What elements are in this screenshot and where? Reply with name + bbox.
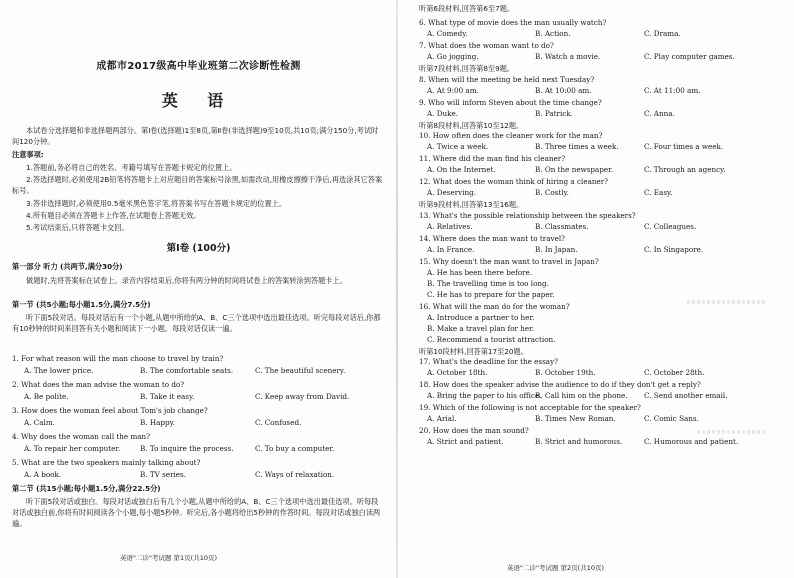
question: 19. Which of the following is not acceptable for the speaker? (419, 403, 641, 412)
question: 14. Where does the man want to travel? (419, 233, 565, 243)
bleed-through (687, 300, 767, 304)
option: B. The travelling time is too long. (427, 278, 549, 288)
q2-option-b: B. Take it easy. (140, 392, 195, 401)
option-b: B. Costly. (535, 188, 569, 197)
question: 11. Where did the man find his cleaner? (419, 154, 566, 163)
option-a: A. Twice a week. (427, 142, 489, 151)
q3-option-c: C. Confused. (255, 418, 302, 427)
listening-note: 听第9段材料,回答第13至16题。 (419, 200, 524, 209)
q4-option-b: B. To inquire the process. (140, 444, 234, 453)
notice-2: 2.答选择题时,必须使用2B铅笔将答题卡上对应题目的答案标号涂黑,如需改动,用橡皮擦擦干净后,再选涂其它答案标号。 (12, 175, 383, 195)
option-c: C. In Singapore. (644, 244, 704, 254)
note-segment-6: 听第6段材料,回答第6至7题。 (419, 4, 515, 13)
q4-option-a: A. To repair her computer. (24, 444, 121, 453)
option-a: A. Strict and patient. (427, 437, 504, 446)
question: 8. When will the meeting be held next Tuesday? (419, 74, 595, 84)
question: 18. How does the speaker advise the audience to do if they don't get a reply? (419, 380, 701, 389)
intro-text: 本试卷分选择题和非选择题两部分。第Ⅰ卷(选择题)1至8页,第Ⅱ卷(非选择题)9至10页,共10页;满分150分,考试时间120分钟。 (12, 126, 379, 146)
q3-option-b: B. Happy. (140, 418, 175, 427)
volume-title: 第Ⅰ卷 (100分) (166, 243, 231, 254)
q1-option-c: C. The beautiful scenery. (255, 366, 346, 375)
q5-option-a: A. A book. (24, 470, 62, 479)
option-a: A. At 9:00 am. (427, 85, 479, 95)
question: 13. What's the possible relationship between the speakers? (419, 210, 636, 220)
option-b: B. Call him on the phone. (535, 391, 628, 400)
option-c: C. Anna. (644, 108, 675, 118)
question: 15. Why doesn't the man want to travel in Japan? (419, 256, 599, 266)
question: 12. What does the woman think of hiring a cleaner? (419, 177, 609, 186)
option-b: B. Three times a week. (535, 142, 619, 151)
option-c: C. Colleagues. (644, 221, 697, 231)
question-2: 2. What does the man advise the woman to do? (12, 380, 185, 389)
option-b: B. Action. (535, 29, 571, 38)
question-3: 3. How does the woman feel about Tom's job change? (12, 406, 208, 415)
q2-option-c: C. Keep away from David. (255, 392, 350, 401)
option-b: B. Patrick. (535, 108, 573, 118)
option-a: A. Duke. (427, 108, 459, 118)
subject-title: 英 语 (161, 91, 236, 110)
option-c: C. Send another email. (644, 391, 728, 400)
option-a: A. In France. (427, 244, 475, 254)
notice-1: 1.答题前,务必将自己的姓名、考籍号填写在答题卡规定的位置上。 (26, 163, 237, 172)
option-b: B. At 10:00 am. (535, 85, 592, 95)
question-5: 5. What are the two speakers mainly talking about? (12, 458, 201, 467)
q1-option-a: A. The lower price. (24, 366, 94, 375)
option-c: C. Play computer games. (644, 52, 735, 61)
question: 10. How often does the cleaner work for the man? (419, 131, 603, 140)
notice-4: 4.所有题目必须在答题卡上作答,在试题卷上答题无效。 (26, 211, 201, 220)
option-c: C. At 11:00 am. (644, 85, 701, 95)
q1-option-b: B. The comfortable seats. (140, 366, 234, 375)
question: 20. How does the man sound? (419, 426, 529, 435)
q5-option-b: B. TV series. (140, 470, 187, 479)
notice-title: 注意事项: (12, 150, 44, 159)
option-a: A. October 18th. (427, 368, 488, 377)
exam-title: 成都市2017级高中毕业班第二次诊断性检测 (96, 61, 301, 72)
option-c: C. Through an agency. (644, 165, 726, 174)
option: A. Introduce a partner to her. (427, 312, 535, 322)
option: C. Recommend a tourist attraction. (427, 334, 556, 344)
option-b: B. Times New Roman. (535, 414, 616, 423)
option-c: C. Drama. (644, 29, 681, 38)
option-a: A. Deserving. (427, 188, 477, 197)
right-page-footer: 英语"二诊"考试题 第2页(共10页) (507, 564, 605, 572)
question: 6. What type of movie does the man usually watch? (419, 18, 607, 27)
option-a: A. Bring the paper to his office. (427, 391, 542, 400)
question: 17. What's the deadline for the essay? (419, 357, 559, 366)
option-c: C. October 28th. (644, 368, 705, 377)
option-b: B. On the newspaper. (535, 165, 614, 174)
option-c: C. Comic Sans. (644, 414, 699, 423)
part1-desc: 做题时,先将答案标在试卷上。录音内容结束后,你将有两分钟的时间将试卷上的答案转涂到答题卡上。 (26, 276, 347, 285)
left-page-footer: 英语"二诊"考试题 第1页(共10页) (120, 554, 218, 562)
option-b: B. Strict and humorous. (535, 437, 623, 446)
section1-desc: 听下面5段对话。每段对话后有一个小题,从题中所给的A、B、C三个选项中选出最佳选项。听完每段对话后,你都有10秒钟的时间来回答有关小题和阅读下一小题。每段对话仅读一遍。 (12, 313, 381, 333)
option-b: B. Watch a movie. (535, 52, 601, 61)
question: 7. What does the woman want to do? (419, 41, 554, 50)
listening-note: 听第10段材料,回答第17至20题。 (419, 346, 528, 356)
section2-title: 第二节 (共15小题;每小题1.5分,满分22.5分) (12, 484, 161, 493)
question: 9. Who will inform Steven about the time change? (419, 97, 602, 107)
option-a: A. Relatives. (427, 221, 473, 231)
part1-title: 第一部分 听力 (共两节,满分30分) (12, 262, 123, 271)
option-c: C. Easy. (644, 188, 673, 197)
option-a: A. On the Internet. (427, 165, 496, 174)
q5-option-c: C. Ways of relaxation. (255, 470, 335, 479)
option-b: B. October 19th. (535, 368, 596, 377)
section1-title: 第一节 (共5小题;每小题1.5分,满分7.5分) (12, 300, 151, 309)
option: C. He has to prepare for the paper. (427, 289, 555, 299)
option-a: A. Go jogging. (427, 52, 479, 61)
option: B. Make a travel plan for her. (427, 323, 535, 333)
option-a: A. Arial. (427, 414, 457, 423)
question: 16. What will the man do for the woman? (419, 301, 570, 311)
option-b: B. Classmates. (535, 221, 589, 231)
q2-option-a: A. Be polite. (24, 392, 69, 401)
section2-desc: 听下面5段对话或独白。每段对话或独白后有几个小题,从题中所给的A、B、C三个选项中选出最佳选项。听每段对话或独白前,你将有时间阅读各个小题,每小题5秒钟。听完后,各小题将给出5秒钟的作答时间。每段对话或独白读两遍。 (12, 497, 381, 528)
right-page (397, 0, 794, 578)
listening-note: 听第8段材料,回答第10至12题。 (419, 120, 524, 130)
question-4: 4. Why does the woman call the man? (12, 432, 151, 441)
q3-option-a: A. Calm. (24, 418, 55, 427)
option-c: C. Humorous and patient. (644, 437, 739, 446)
notice-5: 5.考试结束后,只将答题卡交回。 (26, 223, 129, 232)
notice-3: 3.答非选择题时,必须使用0.5毫米黑色签字笔,将答案书写在答题卡规定的位置上。 (26, 199, 287, 208)
bleed-through (697, 430, 767, 434)
listening-note: 听第7段材料,回答第8至9题。 (419, 64, 515, 73)
q4-option-c: C. To buy a computer. (255, 444, 335, 453)
option-b: B. In Japan. (535, 244, 578, 254)
question-1: 1. For what reason will the man choose to travel by train? (12, 354, 224, 363)
option-a: A. Comedy. (427, 29, 468, 38)
option: A. He has been there before. (427, 267, 533, 277)
option-c: C. Four times a week. (644, 142, 724, 151)
